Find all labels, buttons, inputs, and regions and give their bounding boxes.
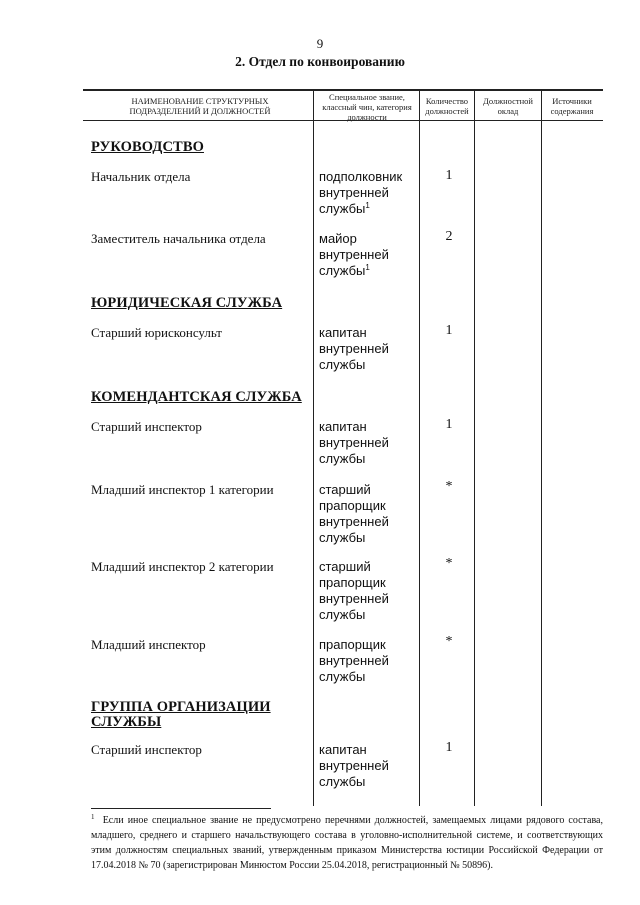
column-divider <box>474 89 475 806</box>
section-heading: КОМЕНДАНТСКАЯ СЛУЖБА <box>91 389 302 405</box>
header-col-name: НАИМЕНОВАНИЕ СТРУКТУРНЫХ ПОДРАЗДЕЛЕНИЙ И ДОЛЖНОСТЕЙ <box>129 96 271 116</box>
rank-line: капитан <box>319 419 367 434</box>
rank-cell <box>319 559 389 623</box>
rank-line: службы <box>319 607 366 622</box>
rank-cell <box>319 742 389 790</box>
rank-line: внутренней <box>319 247 389 262</box>
rank-line: капитан <box>319 325 367 340</box>
rank-line: внутренней <box>319 341 389 356</box>
section-heading: ГРУППА ОРГАНИЗАЦИИ <box>91 699 271 715</box>
column-divider <box>541 89 542 806</box>
rank-line: службы <box>319 774 366 789</box>
position-name: Младший инспектор <box>91 637 206 652</box>
rank-line-with-note <box>319 263 389 279</box>
rank-line: внутренней <box>319 514 389 529</box>
quantity-value: 1 <box>445 740 453 755</box>
header-col-quantity: Количество должностей <box>425 96 469 116</box>
quantity-value: 2 <box>445 229 453 244</box>
quantity-value: 1 <box>445 168 453 183</box>
rank-line: службы <box>319 263 366 278</box>
rank-line: службы <box>319 530 366 545</box>
position-name: Начальник отдела <box>91 169 191 184</box>
rank-cell <box>319 419 389 467</box>
rank-cell <box>319 169 402 217</box>
header-col-salary: Должностной оклад <box>483 96 533 116</box>
quantity-value: * <box>445 556 453 571</box>
rank-line: прапорщик <box>319 575 386 590</box>
rank-line: прапорщик <box>319 637 386 652</box>
position-name: Старший инспектор <box>91 419 202 434</box>
footnote-separator <box>91 808 271 809</box>
rank-line: старший <box>319 482 371 497</box>
quantity-value: * <box>445 634 453 649</box>
quantity-value: 1 <box>445 417 453 432</box>
rank-line: службы <box>319 357 366 372</box>
section-heading: РУКОВОДСТВО <box>91 139 204 155</box>
rank-cell <box>319 637 389 685</box>
table-top-border <box>83 89 603 91</box>
column-divider <box>313 89 314 806</box>
rank-line: внутренней <box>319 435 389 450</box>
rank-line: внутренней <box>319 653 389 668</box>
rank-line: внутренней <box>319 591 389 606</box>
rank-line: внутренней <box>319 185 389 200</box>
header-col-source: Источники содержания <box>550 96 594 116</box>
footnote-ref: 1 <box>365 263 370 272</box>
rank-line: майор <box>319 231 357 246</box>
footnote-text: Если иное специальное звание не предусмотрено перечнями должностей, замещаемых лицами рядового состава, младшего, среднего и старшего начальствующего состава в уголовно-исполнительной системе, и соответствующих этим должностям специальных званий, утвержденным приказом Министерства юстиции Российской Федерации от 17.04.2018 № 70 (зарегистрирован Минюстом России 25.04.2018, регистрационный № 50896). <box>91 815 603 871</box>
rank-line: службы <box>319 201 366 216</box>
footnote-ref: 1 <box>365 201 370 210</box>
page-title: 2. Отдел по конвоированию <box>235 54 405 69</box>
quantity-value: 1 <box>445 323 453 338</box>
quantity-value: * <box>445 479 453 494</box>
rank-line: капитан <box>319 742 367 757</box>
header-col-rank: Специальное звание, классный чин, категория должности <box>322 92 412 122</box>
position-name: Старший инспектор <box>91 742 202 757</box>
rank-line: подполковник <box>319 169 403 184</box>
position-name: Старший юрисконсульт <box>91 325 222 340</box>
page-number: 9 <box>316 36 324 51</box>
position-name: Младший инспектор 2 категории <box>91 559 274 574</box>
rank-line: старший <box>319 559 371 574</box>
footnote-marker: 1 <box>91 813 95 821</box>
rank-cell <box>319 482 389 546</box>
rank-cell <box>319 325 389 373</box>
rank-cell <box>319 231 389 279</box>
position-name: Младший инспектор 1 категории <box>91 482 274 497</box>
position-name: Заместитель начальника отдела <box>91 231 266 246</box>
section-heading: ЮРИДИЧЕСКАЯ СЛУЖБА <box>91 295 283 311</box>
section-heading: СЛУЖБЫ <box>91 714 162 730</box>
rank-line: прапорщик <box>319 498 386 513</box>
column-divider <box>419 89 420 806</box>
rank-line: службы <box>319 669 366 684</box>
rank-line: внутренней <box>319 758 389 773</box>
rank-line-with-note <box>319 201 402 217</box>
footnote <box>91 813 603 873</box>
rank-line: службы <box>319 451 366 466</box>
